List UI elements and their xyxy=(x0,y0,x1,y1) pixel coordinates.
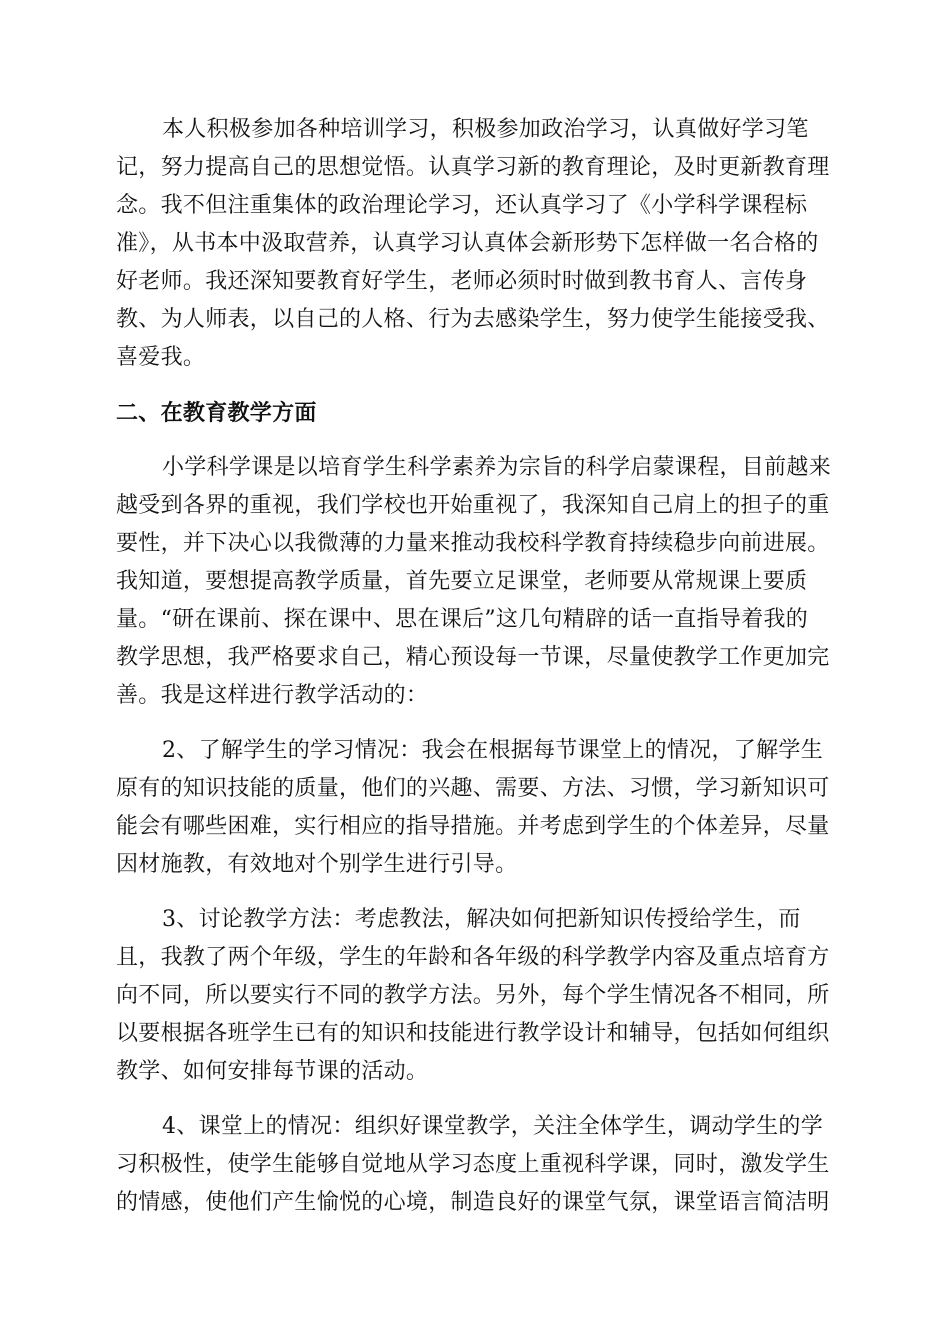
paragraph-5-line-3: 的情感，使他们产生愉悦的心境，制造良好的课堂气氛，课堂语言简洁明 xyxy=(116,1190,830,1215)
paragraph-3-line-1: 2、了解学生的学习情况：我会在根据每节课堂上的情况，了解学生 xyxy=(162,738,823,763)
paragraph-2-line-6: 教学思想，我严格要求自己，精心预设每一节课，尽量使教学工作更加完 xyxy=(116,645,830,670)
paragraph-1-line-4: 准》，从书本中汲取营养，认真学习认真体会新形势下怎样做一名合格的 xyxy=(116,231,819,256)
paragraph-4-line-5: 教学、如何安排每节课的活动。 xyxy=(116,1059,429,1084)
paragraph-3-line-4: 因材施教，有效地对个别学生进行引导。 xyxy=(116,852,518,877)
paragraph-3-line-2: 原有的知识技能的质量，他们的兴趣、需要、方法、习惯，学习新知识可 xyxy=(116,776,830,801)
paragraph-2-line-2: 越受到各界的重视，我们学校也开始重视了，我深知自己肩上的担子的重 xyxy=(116,493,830,518)
paragraph-5-line-1: 4、课堂上的情况：组织好课堂教学，关注全体学生，调动学生的学 xyxy=(162,1114,823,1139)
paragraph-1-line-5: 好老师。我还深知要教育好学生，老师必须时时做到教书育人、言传身 xyxy=(116,269,808,294)
paragraph-2-line-3: 要性，并下决心以我微薄的力量来推动我校科学教育持续稳步向前进展。 xyxy=(116,531,830,556)
paragraph-4-line-1: 3、讨论教学方法：考虑教法，解决如何把新知识传授给学生，而 xyxy=(162,907,801,932)
paragraph-2-line-1: 小学科学课是以培育学生科学素养为宗旨的科学启蒙课程，目前越来 xyxy=(162,455,832,480)
paragraph-4-line-2: 且，我教了两个年级，学生的年龄和各年级的科学教学内容及重点培育方 xyxy=(116,945,830,970)
paragraph-3-line-3: 能会有哪些困难，实行相应的指导措施。并考虑到学生的个体差异，尽量 xyxy=(116,814,830,839)
paragraph-4-line-4: 以要根据各班学生已有的知识和技能进行教学设计和辅导，包括如何组织 xyxy=(116,1021,830,1046)
paragraph-4-line-3: 向不同，所以要实行不同的教学方法。另外，每个学生情况各不相同，所 xyxy=(116,983,830,1008)
paragraph-2-line-5: 量。“研在课前、探在课中、思在课后”这几句精辟的话一直指导着我的 xyxy=(116,607,809,632)
paragraph-2-line-7: 善。我是这样进行教学活动的： xyxy=(116,683,429,708)
paragraph-1-line-1: 本人积极参加各种培训学习，积极参加政治学习，认真做好学习笔 xyxy=(162,117,809,142)
paragraph-2-line-4: 我知道，要想提高教学质量，首先要立足课堂，老师要从常规课上要质 xyxy=(116,569,808,594)
paragraph-1-line-2: 记，努力提高自己的思想觉悟。认真学习新的教育理论，及时更新教育理 xyxy=(116,155,830,180)
paragraph-1-line-3: 念。我不但注重集体的政治理论学习，还认真学习了《小学科学课程标 xyxy=(116,193,808,218)
paragraph-1-line-6: 教、为人师表，以自己的人格、行为去感染学生，努力使学生能接受我、 xyxy=(116,307,830,332)
paragraph-1-line-7: 喜爱我。 xyxy=(116,345,206,370)
paragraph-5-line-2: 习积极性，使学生能够自觉地从学习态度上重视科学课，同时，激发学生 xyxy=(116,1152,830,1177)
section-heading: 二、在教育教学方面 xyxy=(116,401,317,426)
